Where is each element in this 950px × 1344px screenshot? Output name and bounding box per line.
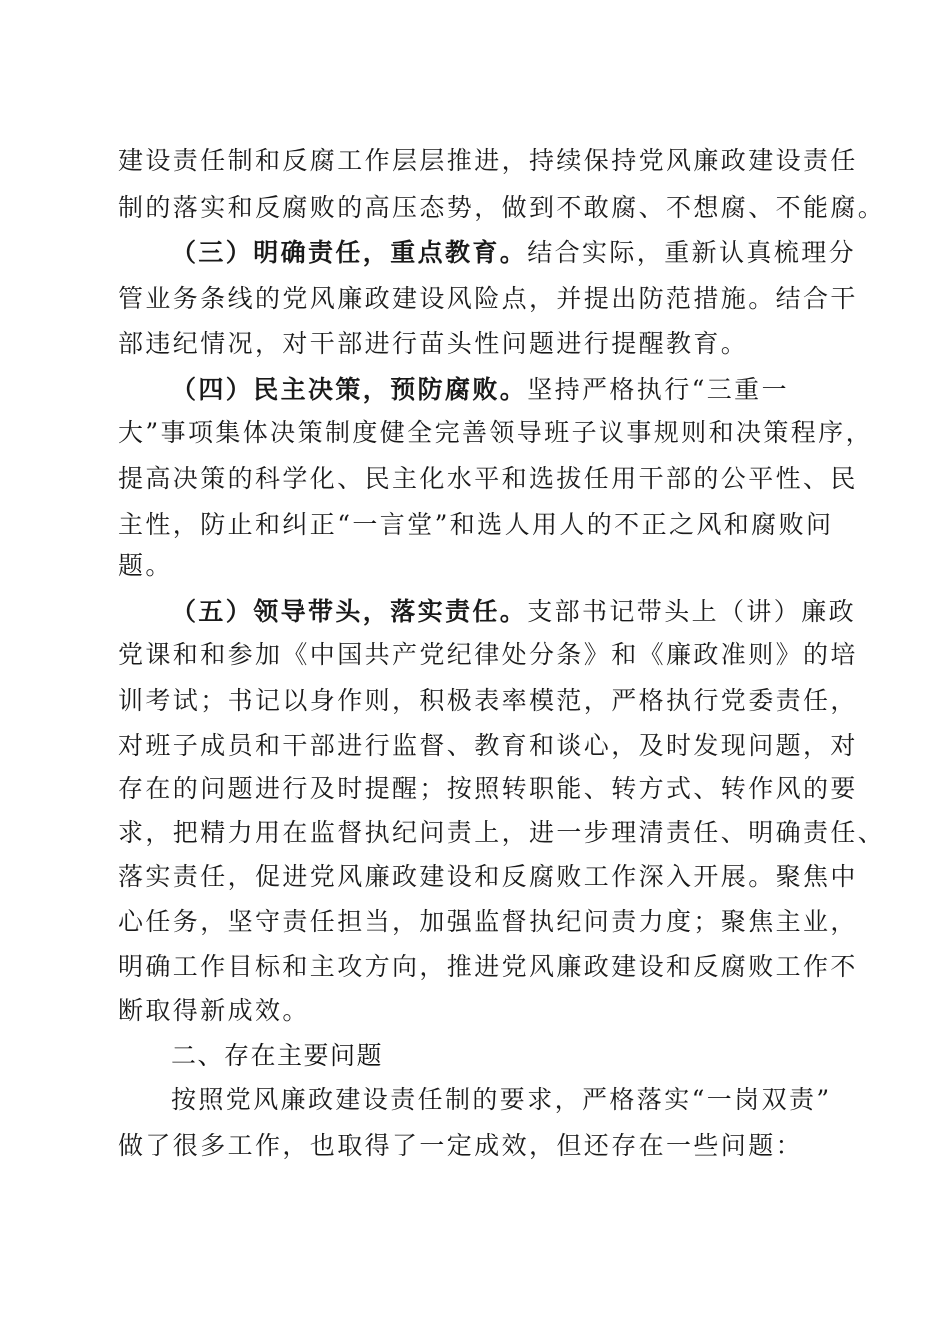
line-text: 求，把精力用在监督执纪问责上，进一步理清责任、明确责任、 bbox=[118, 818, 886, 847]
section-five-line bbox=[171, 597, 856, 627]
paragraph-line bbox=[118, 551, 173, 581]
paragraph-line bbox=[118, 774, 858, 804]
paragraph-line bbox=[118, 640, 858, 670]
paragraph-line bbox=[118, 193, 885, 223]
line-text: 题。 bbox=[118, 551, 173, 580]
line-text: 制的落实和反腐败的高压态势，做到不敢腐、不想腐、不能腐。 bbox=[118, 193, 886, 222]
paragraph-line bbox=[171, 1085, 832, 1115]
paragraph-line bbox=[118, 818, 885, 848]
line-text: 支部书记带头上（讲）廉政 bbox=[527, 597, 857, 626]
paragraph-line bbox=[118, 329, 748, 359]
paragraph-line bbox=[118, 731, 858, 761]
line-text: 大”事项集体决策制度健全完善领导班子议事规则和决策程序， bbox=[118, 418, 873, 447]
paragraph-line bbox=[118, 996, 310, 1026]
line-text: 主性，防止和纠正“一言堂”和选人用人的不正之风和腐败问 bbox=[118, 510, 834, 539]
paragraph-line bbox=[118, 418, 873, 448]
section-three-title: （三）明确责任，重点教育。 bbox=[171, 238, 528, 267]
heading-text: 二、存在主要问题 bbox=[171, 1041, 384, 1070]
line-text: 结合实际，重新认真梳理分 bbox=[527, 238, 857, 267]
section-five-title: （五）领导带头，落实责任。 bbox=[171, 597, 528, 626]
line-text: 提高决策的科学化、民主化水平和选拔任用干部的公平性、民 bbox=[118, 464, 858, 493]
line-text: 落实责任，促进党风廉政建设和反腐败工作深入开展。聚焦中 bbox=[118, 862, 858, 891]
section-four-title: （四）民主决策，预防腐败。 bbox=[171, 375, 528, 404]
line-text: 明确工作目标和主攻方向，推进党风廉政建设和反腐败工作不 bbox=[118, 952, 858, 981]
line-text: 断取得新成效。 bbox=[118, 996, 310, 1025]
paragraph-line bbox=[118, 284, 858, 314]
line-text: 坚持严格执行“三重一 bbox=[527, 375, 789, 404]
paragraph-line bbox=[118, 510, 833, 540]
paragraph-line bbox=[118, 862, 858, 892]
paragraph-line bbox=[118, 1131, 803, 1161]
section-heading bbox=[171, 1041, 383, 1071]
line-text: 管业务条线的党风廉政建设风险点，并提出防范措施。结合干 bbox=[118, 284, 858, 313]
section-three-line bbox=[171, 238, 856, 268]
line-text: 按照党风廉政建设责任制的要求，严格落实“一岗双责” bbox=[171, 1085, 832, 1114]
line-text: 心任务，坚守责任担当，加强监督执纪问责力度；聚焦主业， bbox=[118, 907, 858, 936]
line-text: 对班子成员和干部进行监督、教育和谈心，及时发现问题，对 bbox=[118, 731, 858, 760]
line-text: 党课和和参加《中国共产党纪律处分条》和《廉政准则》的培 bbox=[118, 640, 858, 669]
paragraph-line bbox=[118, 952, 858, 982]
paragraph-line bbox=[118, 686, 858, 716]
line-text: 训考试；书记以身作则，积极表率模范，严格执行党委责任， bbox=[118, 686, 858, 715]
section-four-line bbox=[171, 375, 789, 405]
line-text: 建设责任制和反腐工作层层推进，持续保持党风廉政建设责任 bbox=[118, 146, 858, 175]
line-text: 部违纪情况，对干部进行苗头性问题进行提醒教育。 bbox=[118, 329, 749, 358]
paragraph-line bbox=[118, 907, 858, 937]
paragraph-line bbox=[118, 146, 858, 176]
paragraph-line bbox=[118, 464, 858, 494]
line-text: 存在的问题进行及时提醒；按照转职能、转方式、转作风的要 bbox=[118, 774, 858, 803]
line-text: 做了很多工作，也取得了一定成效，但还存在一些问题： bbox=[118, 1131, 804, 1160]
